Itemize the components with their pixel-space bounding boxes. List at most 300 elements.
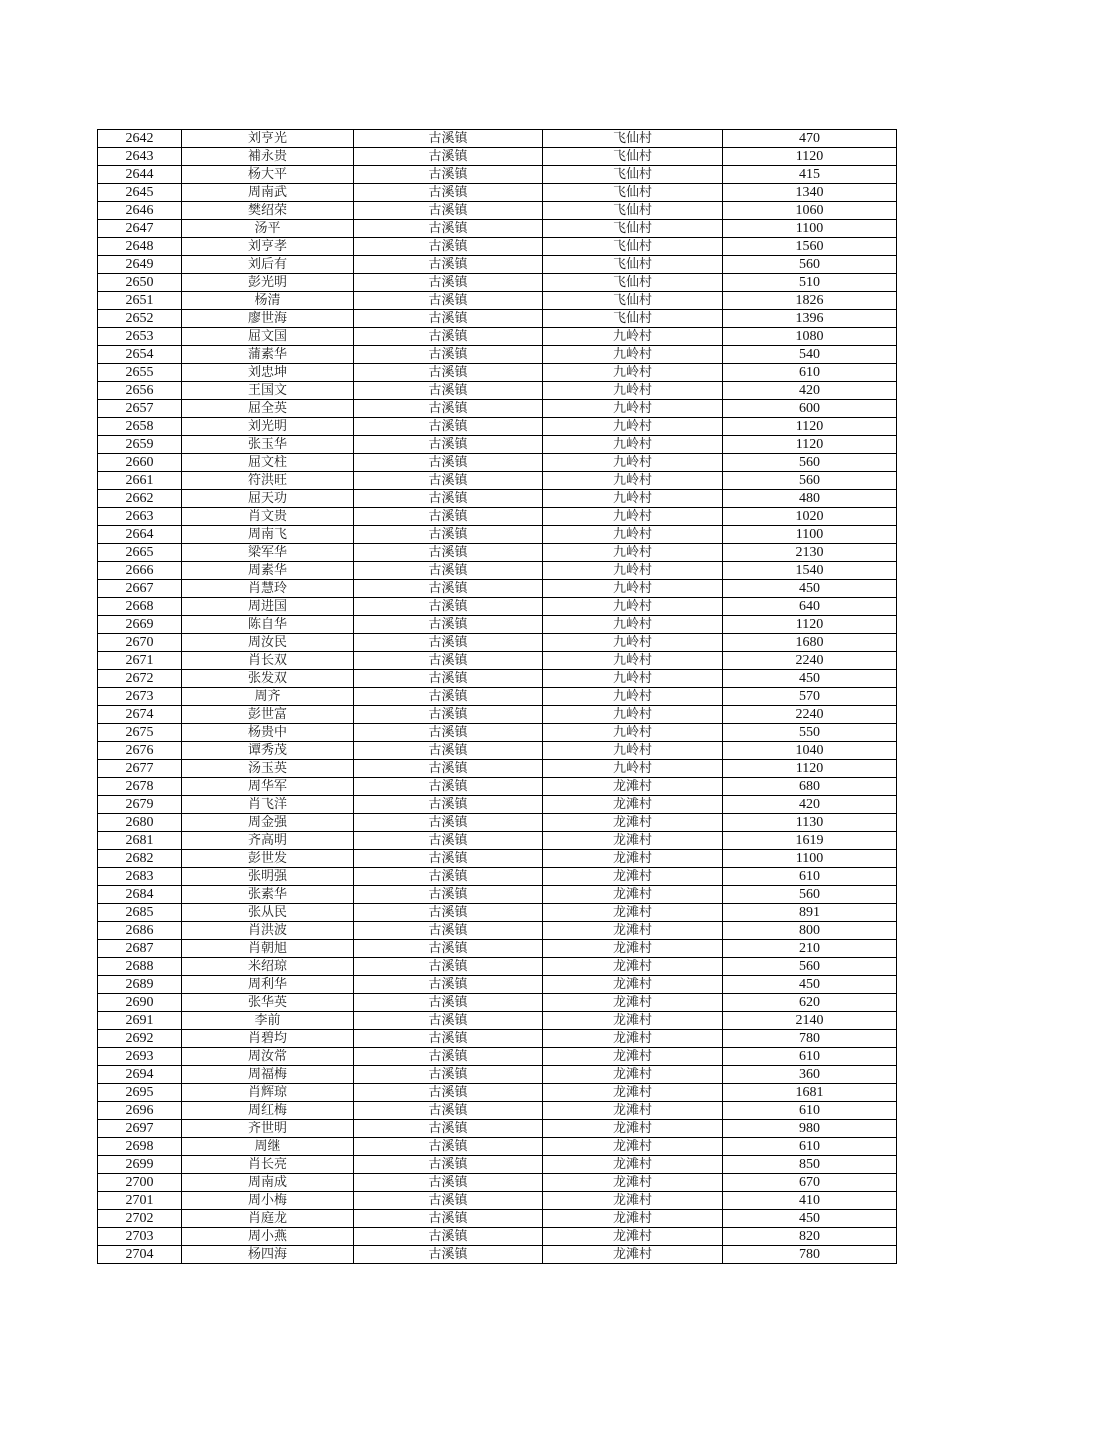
- cell-number: 2681: [98, 832, 182, 850]
- cell-town: 古溪镇: [354, 328, 543, 346]
- cell-village: 九岭村: [543, 400, 723, 418]
- cell-amount: 1080: [723, 328, 897, 346]
- cell-town: 古溪镇: [354, 292, 543, 310]
- cell-number: 2693: [98, 1048, 182, 1066]
- cell-name: 肖碧均: [182, 1030, 354, 1048]
- cell-village: 九岭村: [543, 706, 723, 724]
- table-row: [98, 508, 897, 526]
- cell-amount: 610: [723, 868, 897, 886]
- cell-amount: 1120: [723, 436, 897, 454]
- cell-name: 周齐: [182, 688, 354, 706]
- cell-amount: 450: [723, 670, 897, 688]
- cell-name: 肖长亮: [182, 1156, 354, 1174]
- cell-village: 飞仙村: [543, 292, 723, 310]
- cell-town: 古溪镇: [354, 1120, 543, 1138]
- cell-village: 龙滩村: [543, 1048, 723, 1066]
- cell-amount: 1680: [723, 634, 897, 652]
- cell-village: 龙滩村: [543, 868, 723, 886]
- cell-amount: 600: [723, 400, 897, 418]
- cell-town: 古溪镇: [354, 886, 543, 904]
- cell-number: 2671: [98, 652, 182, 670]
- cell-number: 2669: [98, 616, 182, 634]
- table-row: [98, 634, 897, 652]
- cell-name: 张从民: [182, 904, 354, 922]
- table-row: [98, 1210, 897, 1228]
- cell-name: 肖朝旭: [182, 940, 354, 958]
- cell-town: 古溪镇: [354, 454, 543, 472]
- cell-amount: 800: [723, 922, 897, 940]
- cell-village: 龙滩村: [543, 1246, 723, 1264]
- cell-town: 古溪镇: [354, 184, 543, 202]
- table-row: [98, 184, 897, 202]
- cell-name: 周南武: [182, 184, 354, 202]
- cell-village: 龙滩村: [543, 1066, 723, 1084]
- cell-amount: 680: [723, 778, 897, 796]
- cell-number: 2655: [98, 364, 182, 382]
- table-row: [98, 670, 897, 688]
- cell-village: 飞仙村: [543, 220, 723, 238]
- cell-number: 2656: [98, 382, 182, 400]
- cell-number: 2699: [98, 1156, 182, 1174]
- cell-name: 周汝常: [182, 1048, 354, 1066]
- cell-number: 2653: [98, 328, 182, 346]
- cell-name: 肖长双: [182, 652, 354, 670]
- cell-number: 2679: [98, 796, 182, 814]
- cell-town: 古溪镇: [354, 922, 543, 940]
- cell-name: 彭世富: [182, 706, 354, 724]
- cell-name: 周南飞: [182, 526, 354, 544]
- cell-number: 2683: [98, 868, 182, 886]
- cell-amount: 480: [723, 490, 897, 508]
- cell-village: 九岭村: [543, 526, 723, 544]
- table-row: [98, 130, 897, 148]
- cell-amount: 1120: [723, 418, 897, 436]
- cell-amount: 470: [723, 130, 897, 148]
- cell-town: 古溪镇: [354, 508, 543, 526]
- cell-village: 龙滩村: [543, 1102, 723, 1120]
- cell-village: 九岭村: [543, 580, 723, 598]
- table-row: [98, 202, 897, 220]
- cell-amount: 1619: [723, 832, 897, 850]
- cell-number: 2668: [98, 598, 182, 616]
- cell-number: 2691: [98, 1012, 182, 1030]
- cell-amount: 1100: [723, 220, 897, 238]
- cell-amount: 780: [723, 1030, 897, 1048]
- cell-amount: 560: [723, 454, 897, 472]
- cell-name: 张素华: [182, 886, 354, 904]
- cell-amount: 560: [723, 472, 897, 490]
- cell-town: 古溪镇: [354, 1066, 543, 1084]
- cell-name: 肖洪波: [182, 922, 354, 940]
- cell-village: 龙滩村: [543, 1012, 723, 1030]
- table-row: [98, 958, 897, 976]
- cell-village: 龙滩村: [543, 904, 723, 922]
- cell-town: 古溪镇: [354, 796, 543, 814]
- table-row: [98, 724, 897, 742]
- cell-village: 九岭村: [543, 562, 723, 580]
- cell-village: 飞仙村: [543, 274, 723, 292]
- cell-village: 龙滩村: [543, 1156, 723, 1174]
- cell-town: 古溪镇: [354, 346, 543, 364]
- table-row: [98, 904, 897, 922]
- cell-number: 2677: [98, 760, 182, 778]
- table-row: [98, 382, 897, 400]
- cell-number: 2657: [98, 400, 182, 418]
- cell-village: 九岭村: [543, 760, 723, 778]
- cell-name: 杨清: [182, 292, 354, 310]
- cell-village: 九岭村: [543, 508, 723, 526]
- cell-village: 九岭村: [543, 742, 723, 760]
- cell-name: 彭光明: [182, 274, 354, 292]
- cell-town: 古溪镇: [354, 256, 543, 274]
- cell-name: 肖慧玲: [182, 580, 354, 598]
- table-row: [98, 544, 897, 562]
- cell-village: 九岭村: [543, 490, 723, 508]
- cell-town: 古溪镇: [354, 706, 543, 724]
- table-row: [98, 922, 897, 940]
- cell-name: 周素华: [182, 562, 354, 580]
- cell-number: 2676: [98, 742, 182, 760]
- cell-number: 2686: [98, 922, 182, 940]
- cell-town: 古溪镇: [354, 274, 543, 292]
- cell-name: 屈文柱: [182, 454, 354, 472]
- cell-village: 龙滩村: [543, 886, 723, 904]
- cell-town: 古溪镇: [354, 814, 543, 832]
- cell-number: 2680: [98, 814, 182, 832]
- cell-amount: 1120: [723, 760, 897, 778]
- cell-town: 古溪镇: [354, 220, 543, 238]
- cell-town: 古溪镇: [354, 238, 543, 256]
- table-row: [98, 220, 897, 238]
- table-row: [98, 814, 897, 832]
- cell-amount: 550: [723, 724, 897, 742]
- table-row: [98, 994, 897, 1012]
- table-row: [98, 346, 897, 364]
- cell-town: 古溪镇: [354, 868, 543, 886]
- cell-amount: 2240: [723, 652, 897, 670]
- cell-number: 2698: [98, 1138, 182, 1156]
- cell-amount: 1826: [723, 292, 897, 310]
- cell-number: 2673: [98, 688, 182, 706]
- cell-name: 周金强: [182, 814, 354, 832]
- table-row: [98, 886, 897, 904]
- cell-name: 周利华: [182, 976, 354, 994]
- cell-number: 2667: [98, 580, 182, 598]
- cell-name: 周小梅: [182, 1192, 354, 1210]
- cell-village: 九岭村: [543, 544, 723, 562]
- cell-number: 2665: [98, 544, 182, 562]
- cell-name: 屈文国: [182, 328, 354, 346]
- table-row: [98, 1084, 897, 1102]
- cell-town: 古溪镇: [354, 850, 543, 868]
- cell-town: 古溪镇: [354, 1210, 543, 1228]
- cell-name: 周红梅: [182, 1102, 354, 1120]
- cell-number: 2687: [98, 940, 182, 958]
- cell-village: 九岭村: [543, 652, 723, 670]
- cell-amount: 2130: [723, 544, 897, 562]
- cell-town: 古溪镇: [354, 562, 543, 580]
- cell-amount: 1560: [723, 238, 897, 256]
- cell-name: 蒲素华: [182, 346, 354, 364]
- cell-amount: 1396: [723, 310, 897, 328]
- cell-village: 龙滩村: [543, 1228, 723, 1246]
- table-row: [98, 706, 897, 724]
- cell-amount: 570: [723, 688, 897, 706]
- table-row: [98, 328, 897, 346]
- cell-name: 杨贵中: [182, 724, 354, 742]
- cell-number: 2704: [98, 1246, 182, 1264]
- cell-amount: 415: [723, 166, 897, 184]
- table-row: [98, 796, 897, 814]
- cell-village: 龙滩村: [543, 940, 723, 958]
- cell-name: 廖世海: [182, 310, 354, 328]
- cell-number: 2678: [98, 778, 182, 796]
- cell-village: 九岭村: [543, 328, 723, 346]
- cell-amount: 610: [723, 364, 897, 382]
- cell-village: 九岭村: [543, 382, 723, 400]
- table-row: [98, 1012, 897, 1030]
- cell-number: 2660: [98, 454, 182, 472]
- cell-name: 肖庭龙: [182, 1210, 354, 1228]
- cell-village: 九岭村: [543, 346, 723, 364]
- cell-name: 肖文贵: [182, 508, 354, 526]
- cell-number: 2688: [98, 958, 182, 976]
- cell-village: 九岭村: [543, 472, 723, 490]
- table-row: [98, 400, 897, 418]
- cell-town: 古溪镇: [354, 742, 543, 760]
- cell-number: 2644: [98, 166, 182, 184]
- cell-village: 九岭村: [543, 454, 723, 472]
- cell-village: 飞仙村: [543, 184, 723, 202]
- cell-name: 张华英: [182, 994, 354, 1012]
- cell-amount: 560: [723, 886, 897, 904]
- cell-name: 屈全英: [182, 400, 354, 418]
- cell-town: 古溪镇: [354, 1192, 543, 1210]
- cell-town: 古溪镇: [354, 832, 543, 850]
- cell-village: 龙滩村: [543, 850, 723, 868]
- cell-village: 九岭村: [543, 634, 723, 652]
- table-row: [98, 832, 897, 850]
- cell-number: 2700: [98, 1174, 182, 1192]
- cell-number: 2696: [98, 1102, 182, 1120]
- table-row: [98, 238, 897, 256]
- cell-village: 龙滩村: [543, 922, 723, 940]
- cell-village: 九岭村: [543, 724, 723, 742]
- cell-name: 刘忠坤: [182, 364, 354, 382]
- cell-amount: 540: [723, 346, 897, 364]
- cell-town: 古溪镇: [354, 436, 543, 454]
- cell-number: 2647: [98, 220, 182, 238]
- cell-village: 飞仙村: [543, 310, 723, 328]
- cell-village: 龙滩村: [543, 1174, 723, 1192]
- cell-town: 古溪镇: [354, 364, 543, 382]
- table-row: [98, 742, 897, 760]
- cell-village: 九岭村: [543, 616, 723, 634]
- cell-town: 古溪镇: [354, 1030, 543, 1048]
- cell-town: 古溪镇: [354, 490, 543, 508]
- cell-number: 2650: [98, 274, 182, 292]
- table-row: [98, 472, 897, 490]
- cell-amount: 1040: [723, 742, 897, 760]
- cell-amount: 510: [723, 274, 897, 292]
- cell-name: 周继: [182, 1138, 354, 1156]
- cell-name: 张玉华: [182, 436, 354, 454]
- cell-village: 飞仙村: [543, 148, 723, 166]
- cell-name: 刘亨光: [182, 130, 354, 148]
- cell-town: 古溪镇: [354, 130, 543, 148]
- cell-number: 2646: [98, 202, 182, 220]
- cell-number: 2675: [98, 724, 182, 742]
- table-row: [98, 1246, 897, 1264]
- cell-number: 2648: [98, 238, 182, 256]
- cell-number: 2672: [98, 670, 182, 688]
- table-row: [98, 1120, 897, 1138]
- cell-town: 古溪镇: [354, 1084, 543, 1102]
- cell-village: 龙滩村: [543, 814, 723, 832]
- table-row: [98, 652, 897, 670]
- table-row: [98, 580, 897, 598]
- table-row: [98, 418, 897, 436]
- cell-name: 李前: [182, 1012, 354, 1030]
- cell-village: 九岭村: [543, 436, 723, 454]
- cell-town: 古溪镇: [354, 1102, 543, 1120]
- cell-number: 2670: [98, 634, 182, 652]
- cell-town: 古溪镇: [354, 1246, 543, 1264]
- cell-amount: 1120: [723, 148, 897, 166]
- cell-village: 九岭村: [543, 598, 723, 616]
- cell-village: 飞仙村: [543, 238, 723, 256]
- cell-town: 古溪镇: [354, 1174, 543, 1192]
- cell-town: 古溪镇: [354, 616, 543, 634]
- cell-town: 古溪镇: [354, 994, 543, 1012]
- cell-town: 古溪镇: [354, 652, 543, 670]
- table-row: [98, 778, 897, 796]
- data-table: [97, 129, 897, 1264]
- cell-village: 龙滩村: [543, 994, 723, 1012]
- cell-name: 汤平: [182, 220, 354, 238]
- cell-number: 2652: [98, 310, 182, 328]
- cell-name: 陈自华: [182, 616, 354, 634]
- table-row: [98, 1138, 897, 1156]
- table-row: [98, 1156, 897, 1174]
- cell-village: 九岭村: [543, 688, 723, 706]
- cell-number: 2661: [98, 472, 182, 490]
- cell-number: 2689: [98, 976, 182, 994]
- cell-village: 龙滩村: [543, 796, 723, 814]
- cell-town: 古溪镇: [354, 526, 543, 544]
- cell-town: 古溪镇: [354, 634, 543, 652]
- cell-village: 九岭村: [543, 364, 723, 382]
- table-row: [98, 1048, 897, 1066]
- cell-village: 龙滩村: [543, 958, 723, 976]
- cell-town: 古溪镇: [354, 778, 543, 796]
- cell-town: 古溪镇: [354, 688, 543, 706]
- table-row: [98, 436, 897, 454]
- cell-town: 古溪镇: [354, 1012, 543, 1030]
- table-row: [98, 1192, 897, 1210]
- cell-town: 古溪镇: [354, 472, 543, 490]
- cell-town: 古溪镇: [354, 958, 543, 976]
- cell-amount: 1020: [723, 508, 897, 526]
- cell-number: 2664: [98, 526, 182, 544]
- table-row: [98, 598, 897, 616]
- table-row: [98, 850, 897, 868]
- cell-amount: 1060: [723, 202, 897, 220]
- cell-name: 周福梅: [182, 1066, 354, 1084]
- cell-town: 古溪镇: [354, 760, 543, 778]
- table-body: [98, 130, 897, 1264]
- cell-number: 2702: [98, 1210, 182, 1228]
- cell-number: 2697: [98, 1120, 182, 1138]
- cell-name: 杨四海: [182, 1246, 354, 1264]
- cell-number: 2692: [98, 1030, 182, 1048]
- cell-amount: 610: [723, 1138, 897, 1156]
- cell-amount: 2140: [723, 1012, 897, 1030]
- cell-number: 2685: [98, 904, 182, 922]
- table-row: [98, 490, 897, 508]
- cell-number: 2658: [98, 418, 182, 436]
- table-row: [98, 292, 897, 310]
- cell-number: 2662: [98, 490, 182, 508]
- cell-town: 古溪镇: [354, 544, 543, 562]
- cell-town: 古溪镇: [354, 724, 543, 742]
- cell-amount: 2240: [723, 706, 897, 724]
- cell-number: 2651: [98, 292, 182, 310]
- cell-amount: 450: [723, 1210, 897, 1228]
- cell-amount: 640: [723, 598, 897, 616]
- cell-number: 2654: [98, 346, 182, 364]
- table-row: [98, 1030, 897, 1048]
- cell-name: 周南成: [182, 1174, 354, 1192]
- cell-town: 古溪镇: [354, 1048, 543, 1066]
- cell-town: 古溪镇: [354, 400, 543, 418]
- table-row: [98, 256, 897, 274]
- cell-name: 汤玉英: [182, 760, 354, 778]
- cell-village: 龙滩村: [543, 1192, 723, 1210]
- cell-village: 九岭村: [543, 670, 723, 688]
- cell-village: 飞仙村: [543, 256, 723, 274]
- cell-town: 古溪镇: [354, 670, 543, 688]
- cell-name: 杨大平: [182, 166, 354, 184]
- cell-number: 2663: [98, 508, 182, 526]
- cell-town: 古溪镇: [354, 1138, 543, 1156]
- cell-number: 2690: [98, 994, 182, 1012]
- cell-village: 龙滩村: [543, 1120, 723, 1138]
- cell-name: 梁军华: [182, 544, 354, 562]
- cell-name: 谭秀茂: [182, 742, 354, 760]
- cell-name: 张发双: [182, 670, 354, 688]
- cell-amount: 1100: [723, 850, 897, 868]
- table-row: [98, 1066, 897, 1084]
- cell-town: 古溪镇: [354, 598, 543, 616]
- table-row: [98, 940, 897, 958]
- cell-number: 2684: [98, 886, 182, 904]
- table-row: [98, 364, 897, 382]
- table-row: [98, 976, 897, 994]
- table-row: [98, 526, 897, 544]
- cell-amount: 450: [723, 580, 897, 598]
- table-row: [98, 1174, 897, 1192]
- cell-amount: 1681: [723, 1084, 897, 1102]
- cell-village: 龙滩村: [543, 832, 723, 850]
- cell-amount: 980: [723, 1120, 897, 1138]
- cell-amount: 360: [723, 1066, 897, 1084]
- cell-number: 2682: [98, 850, 182, 868]
- cell-amount: 410: [723, 1192, 897, 1210]
- cell-name: 刘亨孝: [182, 238, 354, 256]
- cell-town: 古溪镇: [354, 166, 543, 184]
- cell-number: 2674: [98, 706, 182, 724]
